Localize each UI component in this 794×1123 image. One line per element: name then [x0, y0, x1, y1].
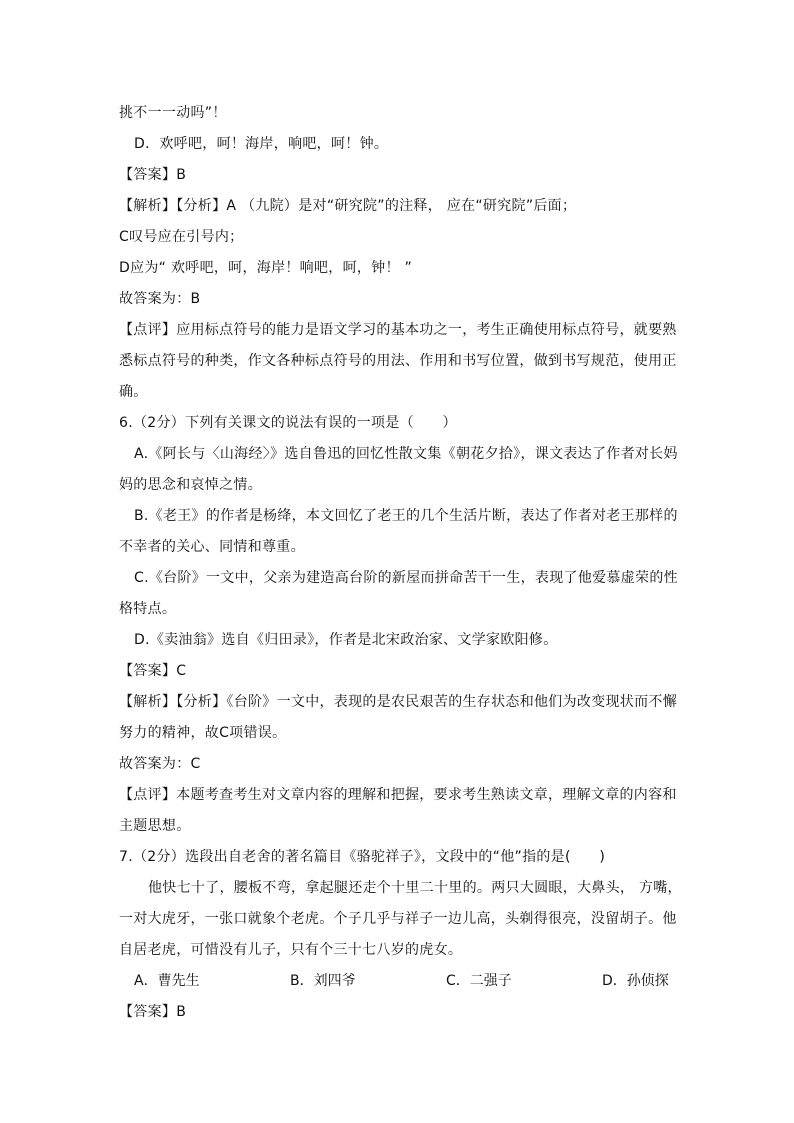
choice-a: A．曹先生 — [134, 973, 200, 989]
choice-c: C．二强子 — [446, 973, 512, 989]
option-c-line: 格特点。 — [119, 601, 177, 617]
comment-line: 【点评】本题考查考生对文章内容的理解和把握，要求考生熟读文章，理解文章的内容和 — [119, 787, 677, 803]
choice-b: B．刘四爷 — [290, 973, 356, 989]
passage-line: 自居老虎，可惜没有儿子，只有个三十七八岁的虎女。 — [119, 942, 463, 958]
answer-label: 【答案】B — [119, 167, 187, 183]
question-7-title: 7.（2分）选段出自老舍的著名篇目《骆驼祥子》，文段中的“他”指的是( ) — [119, 849, 606, 865]
answer-label: 【答案】B — [119, 1004, 187, 1020]
analysis-line: 【解析】【分析】A （九院）是对“研究院”的注释， 应在“研究院”后面； — [119, 198, 577, 214]
option-a-line: A.《阿长与〈山海经〉》选自鲁迅的回忆性散文集《朝花夕拾》，课文表达了作者对长妈 — [134, 446, 678, 462]
option-d-line: D．欢呼吧，呵！海岸，响吧，呵！钟。 — [134, 136, 389, 152]
comment-line: 主题思想。 — [119, 818, 191, 834]
text-line: 挑不一一动吗”！ — [119, 105, 227, 121]
answer-label: 【答案】C — [119, 663, 187, 679]
passage-line: 一对大虎牙，一张口就象个老虎。个子几乎与祥子一边儿高，头剃得很亮，没留胡子。他 — [119, 911, 677, 927]
analysis-line: 努力的精神，故C项错误。 — [119, 725, 287, 741]
analysis-line: 【解析】【分析】《台阶》一文中，表现的是农民艰苦的生存状态和他们为改变现状而不懈 — [119, 694, 677, 710]
option-a-line: 妈的思念和哀悼之情。 — [119, 477, 262, 493]
conclusion-line: 故答案为：C — [119, 756, 201, 772]
analysis-line: D应为“ 欢呼吧，呵，海岸！响吧，呵，钟！ ” — [119, 260, 413, 276]
choice-d: D．孙侦探 — [602, 973, 669, 989]
option-c-line: C.《台阶》一文中，父亲为建造高台阶的新屋而拼命苦干一生，表现了他爱慕虚荣的性 — [134, 570, 678, 586]
option-b-line: 不幸者的关心、同情和尊重。 — [119, 539, 305, 555]
question-6-title: 6.（2分）下列有关课文的说法有误的一项是（ ） — [119, 415, 457, 431]
passage-line: 他快七十了，腰板不弯，拿起腿还走个十里二十里的。两只大圆眼，大鼻头， 方嘴， — [148, 880, 682, 896]
option-d-line: D.《卖油翁》选自《归田录》，作者是北宋政治家、文学家欧阳修。 — [134, 632, 558, 648]
comment-line: 悉标点符号的种类，作文各种标点符号的用法、作用和书写位置，做到书写规范，使用正 — [119, 353, 677, 369]
analysis-line: C叹号应在引号内； — [119, 229, 244, 245]
conclusion-line: 故答案为：B — [119, 291, 201, 307]
option-b-line: B.《老王》的作者是杨绛，本文回忆了老王的几个生活片断，表达了作者对老王那样的 — [134, 508, 678, 524]
comment-line: 【点评】应用标点符号的能力是语文学习的基本功之一，考生正确使用标点符号，就要熟 — [119, 322, 677, 338]
comment-line: 确。 — [119, 384, 148, 400]
